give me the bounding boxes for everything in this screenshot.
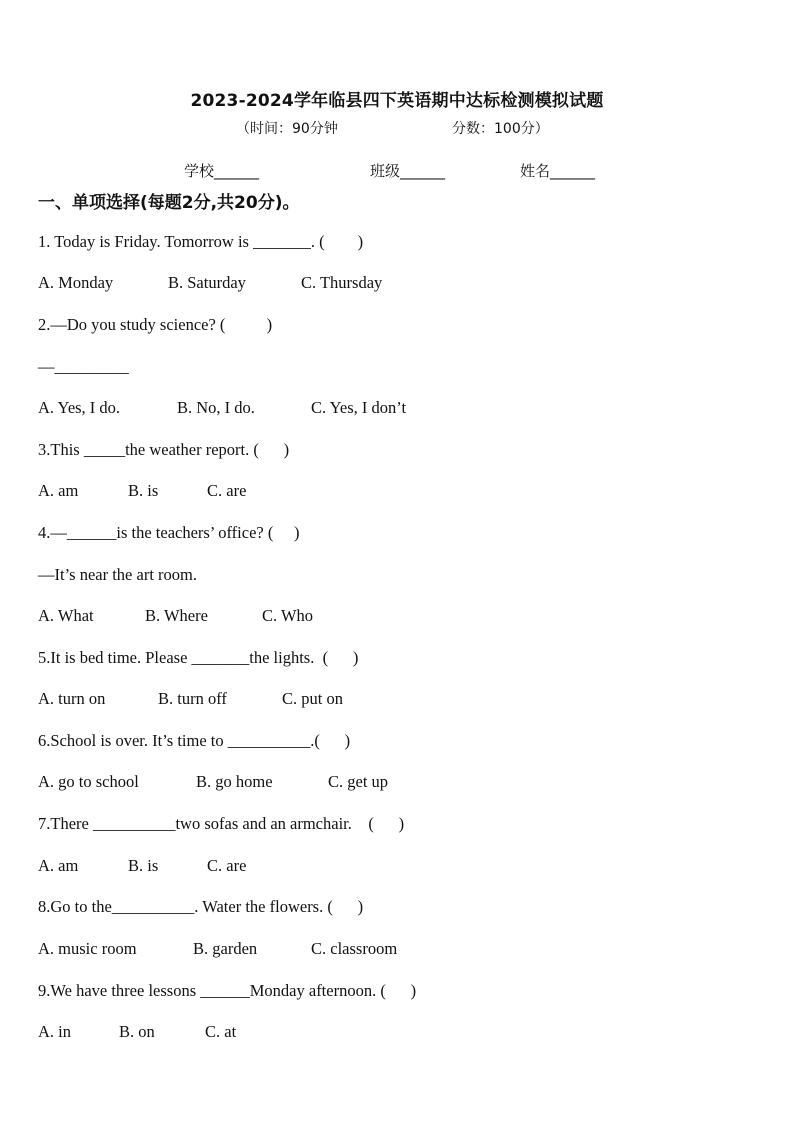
question-5-options: [38, 689, 343, 709]
question-3-option-b: B. is: [128, 481, 159, 500]
question-6-option-c: C. get up: [328, 772, 389, 791]
exam-score: 分数：100分）: [452, 121, 549, 137]
question-7-option-c: C. are: [207, 856, 247, 875]
question-2-option-a: A. Yes, I do.: [38, 398, 121, 417]
question-2-reply: —_________: [38, 357, 129, 376]
question-5-option-c: C. put on: [282, 689, 343, 708]
question-4-option-c: C. Who: [262, 606, 314, 625]
question-8-options: [38, 939, 397, 959]
question-4-options: [38, 606, 313, 626]
section-heading: 一、单项选择(每题2分,共20分)。: [38, 193, 300, 213]
question-8-option-a: A. music room: [38, 939, 137, 958]
question-1-option-b: B. Saturday: [168, 273, 246, 292]
question-8-stem: 8.Go to the__________. Water the flowers. ( ): [38, 897, 364, 916]
question-1-stem: 1. Today is Friday. Tomorrow is _______. ( ): [38, 232, 364, 251]
question-2-option-c: C. Yes, I don’t: [311, 398, 407, 417]
question-9-option-a: A. in: [38, 1022, 71, 1041]
question-9-options: [38, 1022, 236, 1042]
question-2-options: [38, 398, 406, 418]
question-8-option-c: C. classroom: [311, 939, 398, 958]
question-4-reply: —It’s near the art room.: [38, 565, 197, 584]
question-7-options: [38, 856, 246, 876]
question-3-option-a: A. am: [38, 481, 79, 500]
question-7-option-a: A. am: [38, 856, 79, 875]
question-5-stem: 5.It is bed time. Please _______the lights. ( ): [38, 648, 359, 667]
question-7-option-b: B. is: [128, 856, 159, 875]
question-6-option-b: B. go home: [196, 772, 273, 791]
question-7-stem: 7.There __________two sofas and an armchair. ( ): [38, 814, 405, 833]
page-title: 2023-2024学年临县四下英语期中达标检测模拟试题: [190, 91, 604, 111]
question-4-option-a: A. What: [38, 606, 94, 625]
question-8-option-b: B. garden: [193, 939, 258, 958]
exam-time: （时间：90分钟: [236, 121, 338, 137]
question-1-option-c: C. Thursday: [301, 273, 383, 292]
question-1-option-a: A. Monday: [38, 273, 114, 292]
question-5-option-b: B. turn off: [158, 689, 227, 708]
name-field: 姓名______: [520, 162, 596, 180]
question-9-option-c: C. at: [205, 1022, 237, 1041]
question-6-options: [38, 772, 388, 792]
school-field: 学校______: [184, 162, 260, 180]
question-2-option-b: B. No, I do.: [177, 398, 255, 417]
question-5-option-a: A. turn on: [38, 689, 106, 708]
question-9-stem: 9.We have three lessons ______Monday afternoon. ( ): [38, 981, 417, 1000]
question-3-stem: 3.This _____the weather report. ( ): [38, 440, 290, 459]
question-6-option-a: A. go to school: [38, 772, 139, 791]
question-3-option-c: C. are: [207, 481, 247, 500]
class-field: 班级______: [370, 162, 446, 180]
question-3-options: [38, 481, 246, 501]
question-4-stem: 4.—______is the teachers’ office? ( ): [38, 523, 300, 542]
question-2-stem: 2.—Do you study science? ( ): [38, 315, 273, 334]
question-4-option-b: B. Where: [145, 606, 208, 625]
question-1-options: [38, 273, 382, 293]
question-6-stem: 6.School is over. It’s time to __________.( ): [38, 731, 351, 750]
question-9-option-b: B. on: [119, 1022, 155, 1041]
